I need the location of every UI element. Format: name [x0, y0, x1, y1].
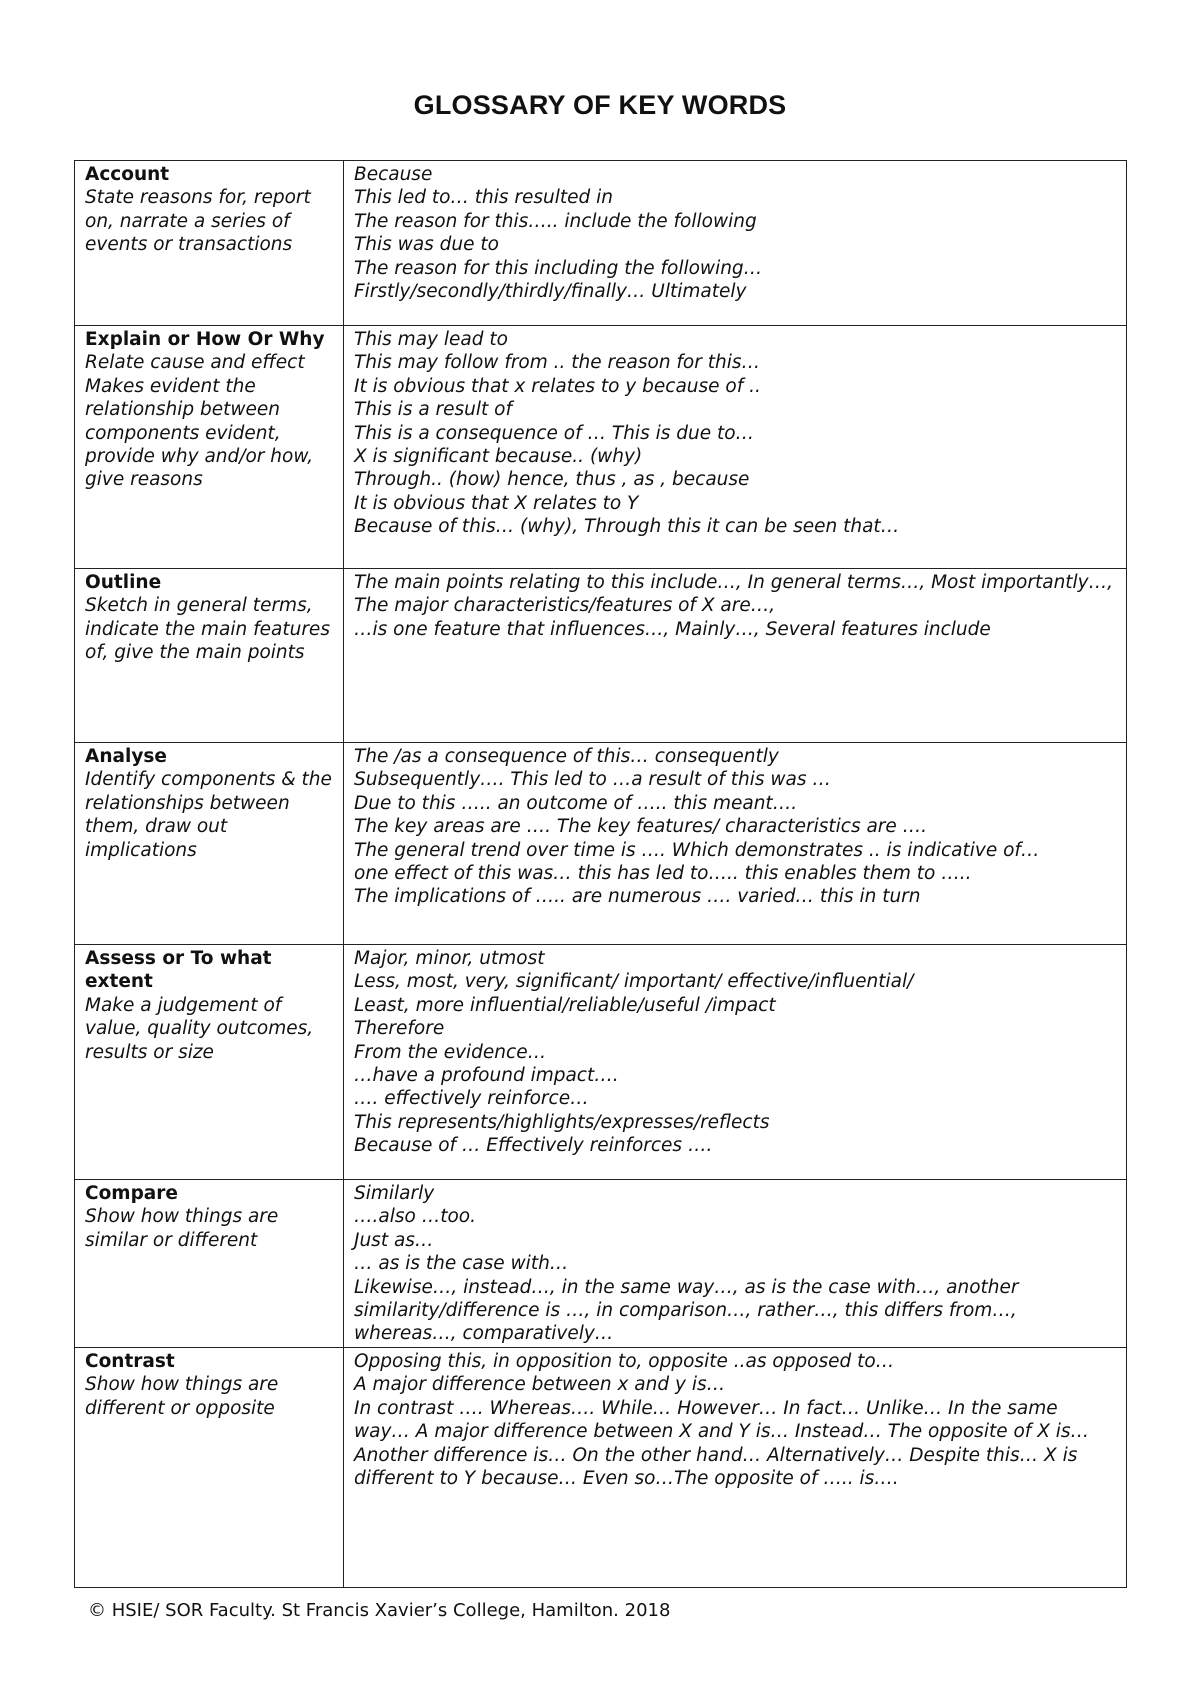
- phrases-cell: [344, 326, 1127, 569]
- sentence-starter: This is a result of: [354, 399, 513, 421]
- sentence-starter: It is obvious that X relates to Y: [354, 492, 639, 514]
- sentence-starter: …is one feature that influences…, Mainly…, Several features include: [354, 618, 991, 640]
- sentence-starter: X is significant because.. (why): [354, 446, 643, 468]
- phrases-cell: [344, 945, 1127, 1180]
- sentence-starter: Subsequently…. This led to …a result of this was …: [354, 769, 831, 791]
- term-cell: [75, 161, 344, 326]
- glossary-row: [75, 945, 1127, 1180]
- glossary-term: Explain or How Or Why: [85, 329, 325, 350]
- term-cell: [75, 1348, 344, 1588]
- term-cell: [75, 1180, 344, 1348]
- sentence-starter: This was due to: [354, 234, 499, 256]
- sentence-starter: This led to… this resulted in: [354, 187, 614, 209]
- glossary-row: [75, 569, 1127, 743]
- glossary-definition: Sketch in general terms, indicate the main features of, give the main points: [85, 595, 330, 664]
- sentence-starter: The reason for this….. include the following: [354, 210, 757, 232]
- phrases-cell: [344, 743, 1127, 945]
- sentence-starter: ….also …too.: [354, 1206, 476, 1228]
- glossary-row: [75, 1180, 1127, 1348]
- sentence-starter: Through.. (how) hence, thus , as , because: [354, 469, 750, 491]
- term-cell: [75, 743, 344, 945]
- sentence-starter: Because: [354, 164, 433, 185]
- glossary-definition: Make a judgement of value, quality outcomes, results or size: [85, 994, 314, 1063]
- glossary-term: Assess or To what extent: [85, 948, 272, 993]
- sentence-starter: one effect of this was… this has led to….. this enables them to …..: [354, 863, 972, 885]
- sentence-starter: The major characteristics/features of X are…,: [354, 595, 776, 617]
- glossary-term: Analyse: [85, 746, 167, 767]
- glossary-definition: Relate cause and effect Makes evident the relationship between components evident, provide why and/or how, give reasons: [85, 352, 314, 491]
- sentence-starter: This represents/highlights/expresses/reflects: [354, 1111, 770, 1133]
- glossary-term: Contrast: [85, 1351, 175, 1372]
- glossary-row: [75, 743, 1127, 945]
- glossary-term: Outline: [85, 572, 162, 593]
- phrases-cell: [344, 1180, 1127, 1348]
- glossary-definition: Identify components & the relationships between them, draw out implications: [85, 769, 332, 861]
- sentence-starter: Just as…: [354, 1229, 434, 1251]
- sentence-starter: The /as a consequence of this… consequently: [354, 746, 779, 767]
- glossary-definition: State reasons for, report on, narrate a series of events or transactions: [85, 187, 311, 256]
- sentence-starter: … as is the case with…: [354, 1253, 569, 1275]
- sentence-starter: In contrast …. Whereas…. While… However… In fact… Unlike… In the same way… A major difference between X and Y is… Instead… The opposite of X is… Another difference is… On the other hand… Alternatively… Despite this… X is different to Y because… Even so…The opposite of ….. is….: [354, 1397, 1090, 1490]
- sentence-starter: Opposing this, in opposition to, opposite ..as opposed to…: [354, 1351, 895, 1372]
- sentence-starter: …. effectively reinforce…: [354, 1088, 589, 1110]
- sentence-starter: The key areas are …. The key features/ characteristics are ….: [354, 816, 928, 838]
- glossary-body: [75, 161, 1127, 1588]
- phrases-cell: [344, 1348, 1127, 1588]
- sentence-starter: Therefore: [354, 1018, 445, 1040]
- sentence-starter: The implications of ….. are numerous …. varied… this in turn: [354, 886, 921, 908]
- sentence-starter: Similarly: [354, 1183, 435, 1204]
- sentence-starter: Less, most, very, significant/ important/ effective/influential/: [354, 971, 914, 993]
- sentence-starter: Due to this ….. an outcome of ….. this meant….: [354, 792, 798, 814]
- sentence-starter: Likewise…, instead…, in the same way…, as is the case with…, another similarity/difference is …, in comparison…, rather…, this differs from…, whereas…, comparatively…: [354, 1276, 1019, 1345]
- phrases-cell: [344, 161, 1127, 326]
- term-cell: [75, 945, 344, 1180]
- term-cell: [75, 569, 344, 743]
- glossary-term: Compare: [85, 1183, 178, 1204]
- glossary-definition: Show how things are different or opposite: [85, 1374, 279, 1419]
- sentence-starter: This may lead to: [354, 329, 508, 350]
- sentence-starter: The reason for this including the following…: [354, 257, 763, 279]
- phrases-cell: [344, 569, 1127, 743]
- footer-copyright: © HSIE/ SOR Faculty. St Francis Xavier’s College, Hamilton. 2018: [88, 1600, 671, 1621]
- sentence-starter: A major difference between x and y is…: [354, 1374, 726, 1396]
- term-cell: [75, 326, 344, 569]
- glossary-term: Account: [85, 164, 170, 185]
- sentence-starter: The main points relating to this include…, In general terms…, Most importantly…,: [354, 572, 1114, 593]
- sentence-starter: Because of this… (why), Through this it can be seen that…: [354, 516, 900, 538]
- sentence-starter: Major, minor, utmost: [354, 948, 545, 969]
- glossary-table: [74, 160, 1127, 1588]
- sentence-starter: Least, more influential/reliable/useful /impact: [354, 994, 776, 1016]
- sentence-starter: This is a consequence of … This is due to…: [354, 422, 755, 444]
- glossary-row: [75, 1348, 1127, 1588]
- glossary-row: [75, 161, 1127, 326]
- sentence-starter: The general trend over time is …. Which demonstrates .. is indicative of…: [354, 839, 1040, 861]
- sentence-starter: This may follow from .. the reason for this…: [354, 352, 760, 374]
- sentence-starter: …have a profound impact….: [354, 1065, 619, 1087]
- sentence-starter: From the evidence…: [354, 1041, 547, 1063]
- sentence-starter: It is obvious that x relates to y because of ..: [354, 375, 761, 397]
- glossary-row: [75, 326, 1127, 569]
- sentence-starter: Firstly/secondly/thirdly/finally… Ultimately: [354, 281, 747, 303]
- page-title: GLOSSARY OF KEY WORDS: [413, 90, 787, 120]
- glossary-definition: Show how things are similar or different: [85, 1206, 279, 1251]
- sentence-starter: Because of … Effectively reinforces ….: [354, 1135, 713, 1157]
